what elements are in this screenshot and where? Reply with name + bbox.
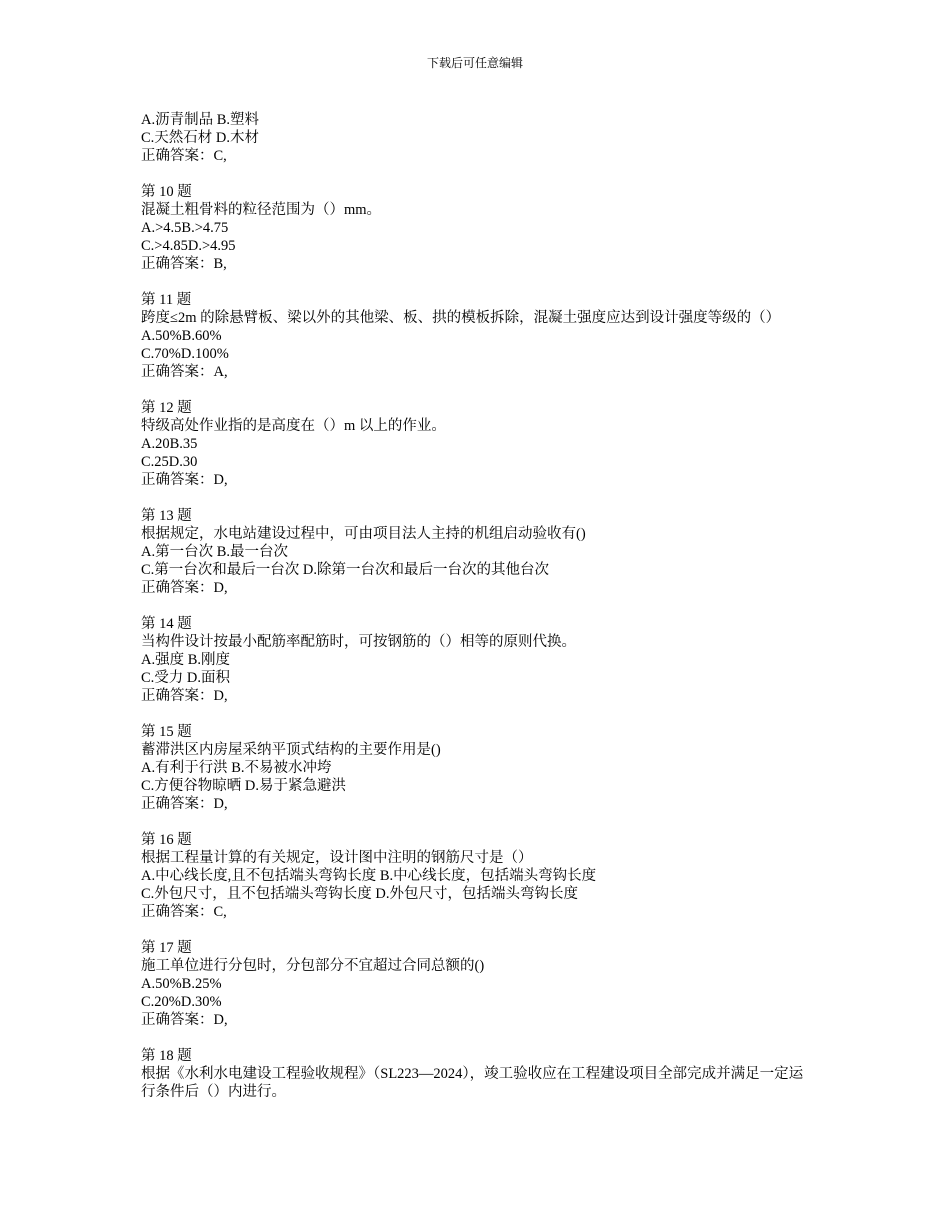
question-stem: 蓄滞洪区内房屋采纳平顶式结构的主要作用是() — [141, 742, 441, 758]
question-number: 第 14 题 — [141, 616, 192, 632]
question-block-12 — [141, 399, 811, 489]
question-block-16 — [141, 831, 811, 921]
question-block-14 — [141, 615, 811, 705]
question-stem: 特级高处作业指的是高度在（）m 以上的作业。 — [141, 418, 446, 434]
answer-line: 正确答案：D, — [141, 688, 228, 704]
option-line: C.外包尺寸，且不包括端头弯钩长度 D.外包尺寸，包括端头弯钩长度 — [141, 886, 579, 902]
question-number: 第 15 题 — [141, 724, 192, 740]
question-number: 第 11 题 — [141, 292, 192, 308]
answer-line: 正确答案：A, — [141, 364, 228, 380]
option-line: A.沥青制品 B.塑料 — [141, 112, 260, 128]
option-line: A.强度 B.刚度 — [141, 652, 231, 668]
answer-line: 正确答案：D, — [141, 1012, 228, 1028]
question-number: 第 17 题 — [141, 940, 192, 956]
option-line: C.>4.85D.>4.95 — [141, 238, 236, 254]
answer-line: 正确答案：D, — [141, 796, 228, 812]
option-line: C.第一台次和最后一台次 D.除第一台次和最后一台次的其他台次 — [141, 562, 550, 578]
page-header: 下载后可任意编辑 — [426, 56, 523, 70]
option-line: C.20%D.30% — [141, 994, 222, 1010]
question-number: 第 12 题 — [141, 400, 192, 416]
question-number: 第 13 题 — [141, 508, 192, 524]
answer-line: 正确答案：D, — [141, 472, 228, 488]
option-line: C.70%D.100% — [141, 346, 229, 362]
option-line: A.20B.35 — [141, 436, 198, 452]
question-stem: 当构件设计按最小配筋率配筋时，可按钢筋的（）相等的原则代换。 — [141, 634, 576, 650]
answer-line: 正确答案：B, — [141, 256, 227, 272]
option-line: A.有利于行洪 B.不易被水冲垮 — [141, 760, 332, 776]
question-block-11 — [141, 291, 811, 381]
option-line: C.25D.30 — [141, 454, 198, 470]
option-line: A.中心线长度,且不包括端头弯钩长度 B.中心线长度，包括端头弯钩长度 — [141, 868, 597, 884]
question-block-17 — [141, 939, 811, 1029]
option-line: C.天然石材 D.木材 — [141, 130, 260, 146]
option-line: C.受力 D.面积 — [141, 670, 231, 686]
answer-line: 正确答案：D, — [141, 580, 228, 596]
option-line: A.>4.5B.>4.75 — [141, 220, 229, 236]
question-stem: 根据规定，水电站建设过程中，可由项目法人主持的机组启动验收有() — [141, 526, 586, 542]
question-number: 第 18 题 — [141, 1048, 192, 1064]
option-line: A.第一台次 B.最一台次 — [141, 544, 289, 560]
question-block-10 — [141, 183, 811, 273]
leading-question-block — [141, 111, 811, 165]
answer-line: 正确答案：C, — [141, 904, 227, 920]
question-stem: 跨度≤2m 的除悬臂板、梁以外的其他梁、板、拱的模板拆除，混凝土强度应达到设计强度等级的（） — [141, 310, 781, 326]
option-line: A.50%B.25% — [141, 976, 222, 992]
document-body — [141, 111, 811, 1101]
question-block-18 — [141, 1047, 811, 1101]
question-stem: 根据《水利水电建设工程验收规程》（SL223—2024），竣工验收应在工程建设项目全部完成并满足一定运行条件后（）内进行。 — [141, 1066, 804, 1100]
question-block-13 — [141, 507, 811, 597]
question-stem: 根据工程量计算的有关规定，设计图中注明的钢筋尺寸是（） — [141, 850, 533, 866]
question-stem: 施工单位进行分包时，分包部分不宜超过合同总额的() — [141, 958, 485, 974]
question-block-15 — [141, 723, 811, 813]
question-number: 第 10 题 — [141, 184, 192, 200]
option-line: A.50%B.60% — [141, 328, 222, 344]
option-line: C.方便谷物晾晒 D.易于紧急避洪 — [141, 778, 347, 794]
question-number: 第 16 题 — [141, 832, 192, 848]
answer-line: 正确答案：C, — [141, 148, 227, 164]
question-stem: 混凝土粗骨料的粒径范围为（）mm。 — [141, 202, 382, 218]
